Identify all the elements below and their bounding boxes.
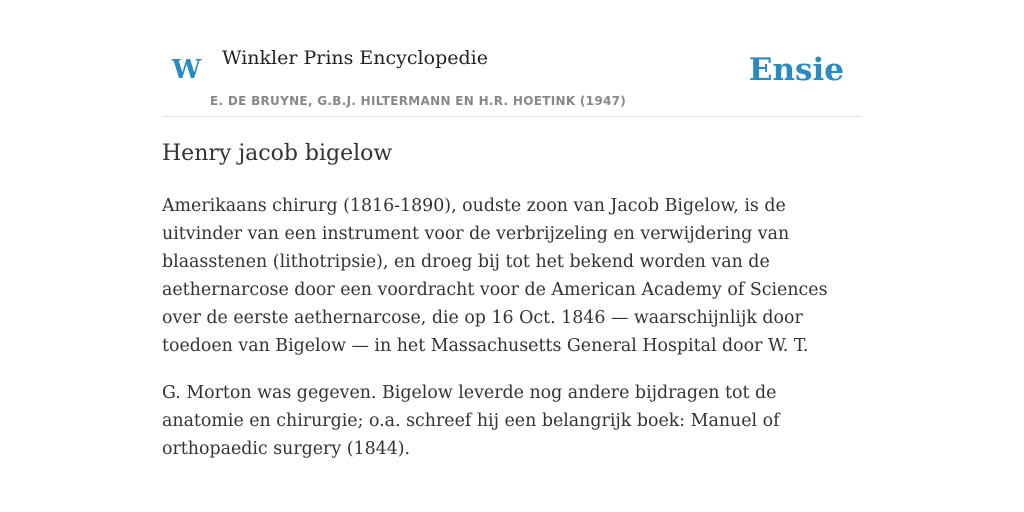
source-header xyxy=(162,0,862,117)
entry-title: Henry jacob bigelow xyxy=(162,141,393,166)
source-title-link[interactable]: Winkler Prins Encyclopedie xyxy=(222,47,488,69)
source-logo[interactable]: W xyxy=(172,55,202,85)
ensie-logo-link[interactable]: Ensie xyxy=(748,52,844,88)
entry-body xyxy=(162,192,862,482)
page xyxy=(162,0,862,512)
source-authors: E. DE BRUYNE, G.B.J. HILTERMANN EN H.R. HOETINK (1947) xyxy=(210,94,627,108)
entry-paragraph-1: Amerikaans chirurg (1816-1890), oudste zoon van Jacob Bigelow, is de uitvinder van een instrument voor de verbrijzeling en verwijdering van blaasstenen (lithotripsie), en droeg bij tot het bekend worden van de aethernarcose door een voordracht voor de American Academy of Sciences over de eerste aethernarcose, die op 16 Oct. 1846 — waarschijnlijk door toedoen van Bigelow — in het Massachusetts General Hospital door W. T. xyxy=(162,196,828,356)
entry-paragraph-2: G. Morton was gegeven. Bigelow leverde nog andere bijdragen tot de anatomie en chirurgie; o.a. schreef hij een belangrijk boek: Manuel of orthopaedic surgery (1844). xyxy=(162,383,780,459)
